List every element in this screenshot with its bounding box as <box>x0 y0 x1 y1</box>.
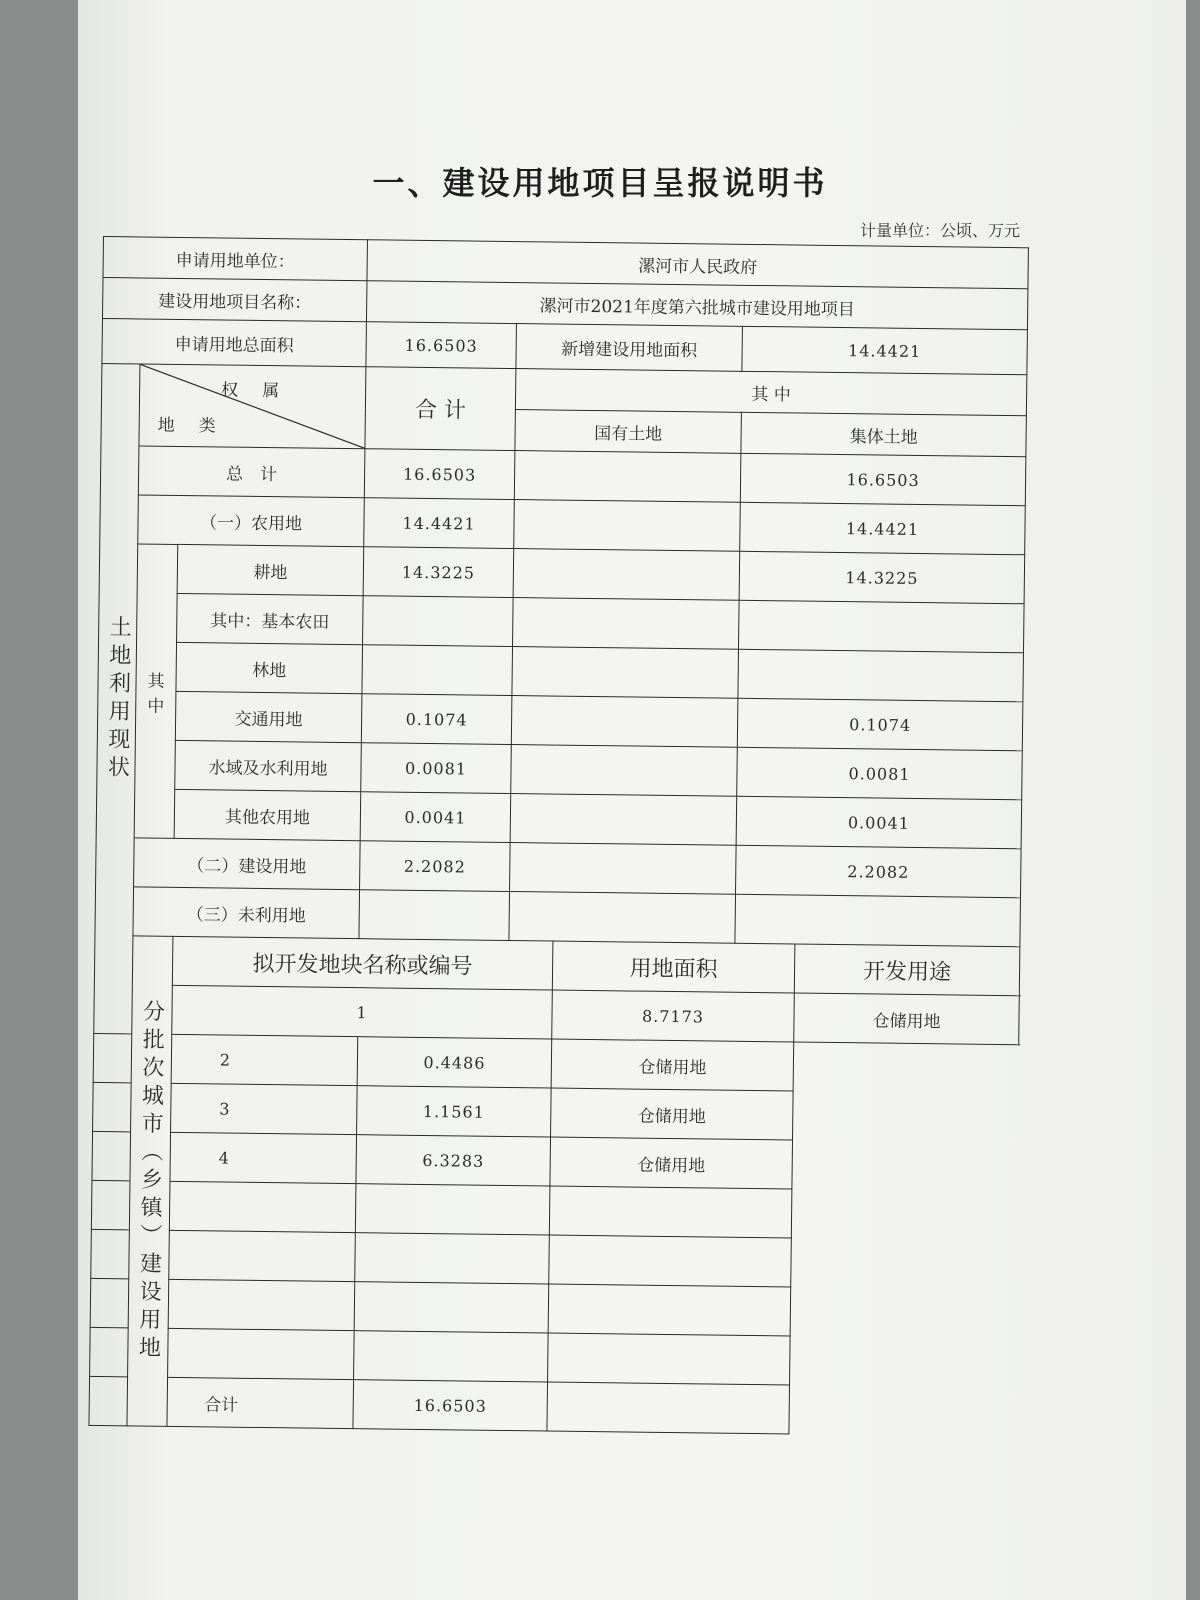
row-label: （一）农用地 <box>138 495 365 547</box>
row-state <box>514 451 741 503</box>
plot-use <box>549 1235 792 1287</box>
plot-name: 3 <box>93 1082 358 1134</box>
plot-area: 0.4486 <box>357 1037 552 1088</box>
plot-name <box>90 1278 355 1330</box>
diag-ownership-label: 权属 <box>221 380 304 402</box>
plot-use <box>549 1186 792 1238</box>
land-status-side-label: 土地利用现状 <box>94 363 140 1033</box>
unit-note: 计量单位：公顷、万元 <box>859 221 1020 240</box>
col-total-header: 合 计 <box>365 367 516 451</box>
batch-total-use <box>547 1382 790 1434</box>
batch-side-label: 分批次城市（乡镇）建设用地 <box>127 936 173 1426</box>
col-collective-header: 集体土地 <box>741 412 1027 456</box>
row-state <box>513 598 740 650</box>
plot-name: 4 <box>92 1131 357 1183</box>
project-name-value: 漯河市2021年度第六批城市建设用地项目 <box>367 281 1028 330</box>
col-state-header: 国有土地 <box>515 410 741 454</box>
row-total <box>363 596 514 647</box>
plot-area: 1.1561 <box>357 1086 552 1137</box>
row-total: 14.3225 <box>363 547 514 598</box>
row-label: 总 计 <box>138 446 365 498</box>
row-label: （二）建设用地 <box>134 838 361 890</box>
plot-name: 1 <box>172 985 553 1039</box>
applicant-value: 漯河市人民政府 <box>367 240 1028 289</box>
plot-area <box>355 1233 550 1284</box>
plot-area: 8.7173 <box>552 990 795 1042</box>
row-total: 2.2082 <box>360 841 511 892</box>
row-state <box>509 892 736 944</box>
plot-use <box>548 1284 791 1336</box>
plot-name <box>91 1229 356 1281</box>
row-collective: 14.3225 <box>739 551 1025 603</box>
plot-use: 仓储用地 <box>794 993 1020 1045</box>
land-use-report-table <box>88 236 1029 1437</box>
row-state <box>511 745 738 797</box>
diag-landtype-label: 地类 <box>157 415 240 437</box>
row-collective: 2.2082 <box>736 845 1022 897</box>
plot-name <box>90 1327 355 1379</box>
col-plot-area-header: 用地面积 <box>552 941 795 993</box>
row-collective <box>738 649 1024 701</box>
new-area-value: 14.4421 <box>742 326 1028 374</box>
plot-use <box>548 1333 791 1385</box>
applicant-label: 申请用地单位： <box>103 237 368 281</box>
row-collective: 0.1074 <box>737 698 1023 750</box>
row-label: 水域及水利用地 <box>175 740 362 791</box>
row-collective: 14.4421 <box>740 502 1026 554</box>
plot-area: 6.3283 <box>356 1135 551 1186</box>
col-group-header: 其 中 <box>515 369 1026 416</box>
row-collective: 16.6503 <box>740 453 1026 505</box>
row-state <box>513 549 740 601</box>
col-plot-name-header: 拟开发地块名称或编号 <box>172 936 553 990</box>
row-total <box>362 645 513 696</box>
row-state <box>511 696 738 748</box>
row-label: 其中：基本农田 <box>177 593 364 644</box>
plot-use: 仓储用地 <box>550 1137 793 1189</box>
row-total: 14.4421 <box>364 498 515 549</box>
plot-use: 仓储用地 <box>551 1088 794 1140</box>
row-label: （三）未利用地 <box>133 887 360 939</box>
sub-side-label: 其中 <box>134 544 178 838</box>
total-area-label: 申请用地总面积 <box>102 318 367 366</box>
row-label: 交通用地 <box>175 691 362 742</box>
row-total: 0.1074 <box>361 694 512 745</box>
plot-use: 仓储用地 <box>551 1039 794 1091</box>
project-name-label: 建设用地项目名称： <box>102 278 367 322</box>
row-total <box>359 890 510 941</box>
row-total: 0.0081 <box>361 743 512 794</box>
row-collective <box>735 894 1021 946</box>
col-plot-use-header: 开发用途 <box>794 944 1020 996</box>
plot-area <box>355 1184 550 1235</box>
plot-name: 2 <box>93 1033 358 1085</box>
row-state <box>510 843 737 895</box>
batch-total-label: 合计 <box>89 1376 354 1428</box>
row-label: 其他农用地 <box>174 789 361 840</box>
row-label: 耕地 <box>177 544 364 595</box>
row-collective <box>739 600 1025 652</box>
new-area-label: 新增建设用地面积 <box>516 324 743 372</box>
diagonal-header-cell <box>139 364 366 449</box>
total-area-value: 16.6503 <box>366 322 517 369</box>
row-state <box>514 500 741 552</box>
row-total: 16.6503 <box>364 449 515 500</box>
row-state <box>510 794 737 846</box>
plot-name <box>91 1180 356 1232</box>
document-title: 一、建设用地项目呈报说明书 <box>372 164 828 202</box>
row-state <box>512 647 739 699</box>
row-total: 0.0041 <box>360 792 511 843</box>
plot-area <box>354 1282 549 1333</box>
row-label: 林地 <box>176 642 363 693</box>
batch-total-area: 16.6503 <box>353 1380 548 1431</box>
row-collective: 0.0081 <box>737 747 1023 799</box>
plot-area <box>354 1331 549 1382</box>
row-collective: 0.0041 <box>736 796 1022 848</box>
